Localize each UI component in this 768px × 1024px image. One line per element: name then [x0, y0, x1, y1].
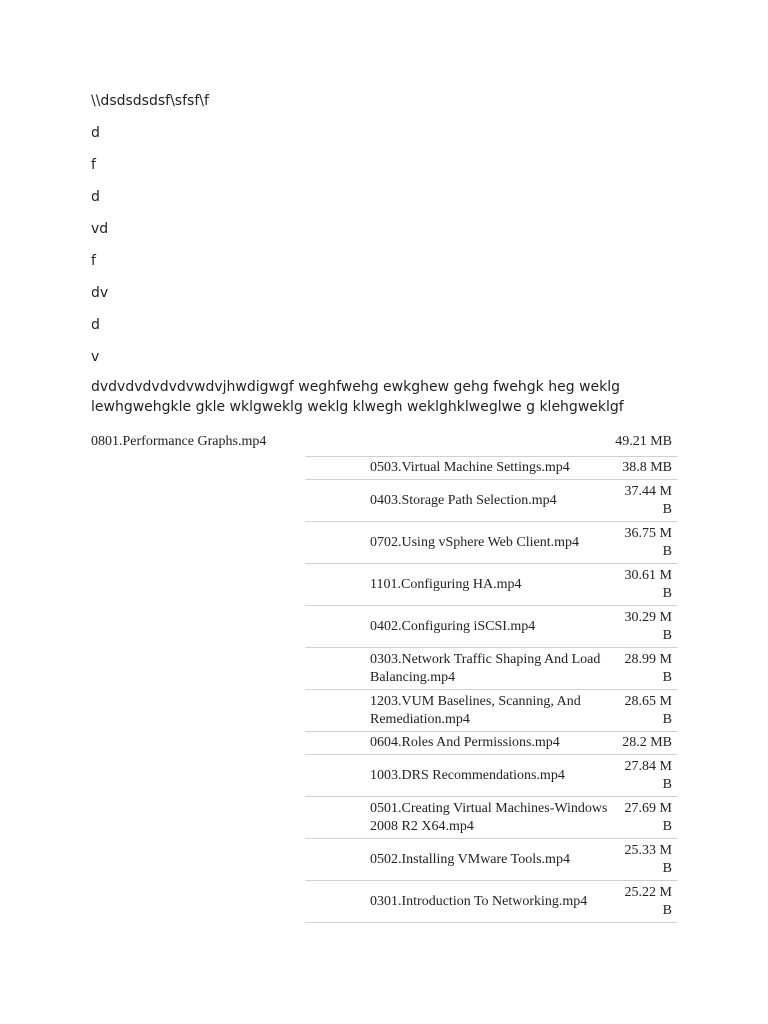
table-row — [305, 797, 677, 839]
table-row — [305, 457, 677, 480]
paragraph: dvdvdvdvdvdvwdvjhwdigwgf weghfwehg ewkghew gehg fwehgk heg weklg lewhgwehgkle gkle wklgweklg weklg klwegh weklghklweglwe g klehgweklgf — [91, 379, 624, 415]
text-line: d — [91, 125, 100, 141]
file-size: 28.2 MB — [622, 735, 672, 750]
file-name: 0502.Installing VMware Tools.mp4 — [305, 839, 610, 881]
table-row — [305, 755, 677, 797]
file-size: 27.84 MB — [624, 758, 672, 792]
file-table — [305, 456, 677, 923]
table-row — [305, 881, 677, 923]
file-size: 25.22 MB — [624, 884, 672, 918]
file-size: 27.69 MB — [624, 800, 672, 834]
file-name: 1203.VUM Baselines, Scanning, And Remediation.mp4 — [305, 690, 610, 732]
text-lines — [91, 91, 691, 379]
table-row — [305, 690, 677, 732]
file-name: 0402.Configuring iSCSI.mp4 — [305, 606, 610, 648]
text-line: \\dsdsdsdsf\sfsf\f — [91, 93, 209, 109]
table-row — [305, 564, 677, 606]
file-size: 49.21 MB — [615, 434, 672, 449]
file-size: 30.29 MB — [624, 609, 672, 643]
text-line: vd — [91, 221, 109, 237]
table-row — [305, 732, 677, 755]
file-name: 1101.Configuring HA.mp4 — [305, 564, 610, 606]
file-name: 0702.Using vSphere Web Client.mp4 — [305, 522, 610, 564]
file-name: 0801.Performance Graphs.mp4 — [91, 434, 267, 449]
table-row — [305, 839, 677, 881]
file-name: 0403.Storage Path Selection.mp4 — [305, 480, 610, 522]
file-size: 30.61 MB — [624, 567, 672, 601]
table-row — [305, 648, 677, 690]
file-name: 0501.Creating Virtual Machines-Windows 2008 R2 X64.mp4 — [305, 797, 610, 839]
file-name: 0301.Introduction To Networking.mp4 — [305, 881, 610, 923]
file-size: 28.99 MB — [624, 651, 672, 685]
file-name: 0503.Virtual Machine Settings.mp4 — [305, 457, 610, 480]
file-size: 25.33 MB — [624, 842, 672, 876]
file-size: 36.75 MB — [624, 525, 672, 559]
text-line: dv — [91, 285, 109, 301]
text-line: f — [91, 253, 96, 269]
file-size: 37.44 MB — [624, 483, 672, 517]
text-line: d — [91, 317, 100, 333]
table-row — [305, 480, 677, 522]
text-line: f — [91, 157, 96, 173]
file-name: 0604.Roles And Permissions.mp4 — [305, 732, 610, 755]
text-line: v — [91, 349, 100, 365]
file-size: 38.8 MB — [622, 460, 672, 475]
table-row — [305, 606, 677, 648]
file-name: 1003.DRS Recommendations.mp4 — [305, 755, 610, 797]
file-row-first — [91, 434, 677, 456]
table-row — [305, 522, 677, 564]
file-size: 28.65 MB — [624, 693, 672, 727]
text-line: d — [91, 189, 100, 205]
file-name: 0303.Network Traffic Shaping And Load Balancing.mp4 — [305, 648, 610, 690]
